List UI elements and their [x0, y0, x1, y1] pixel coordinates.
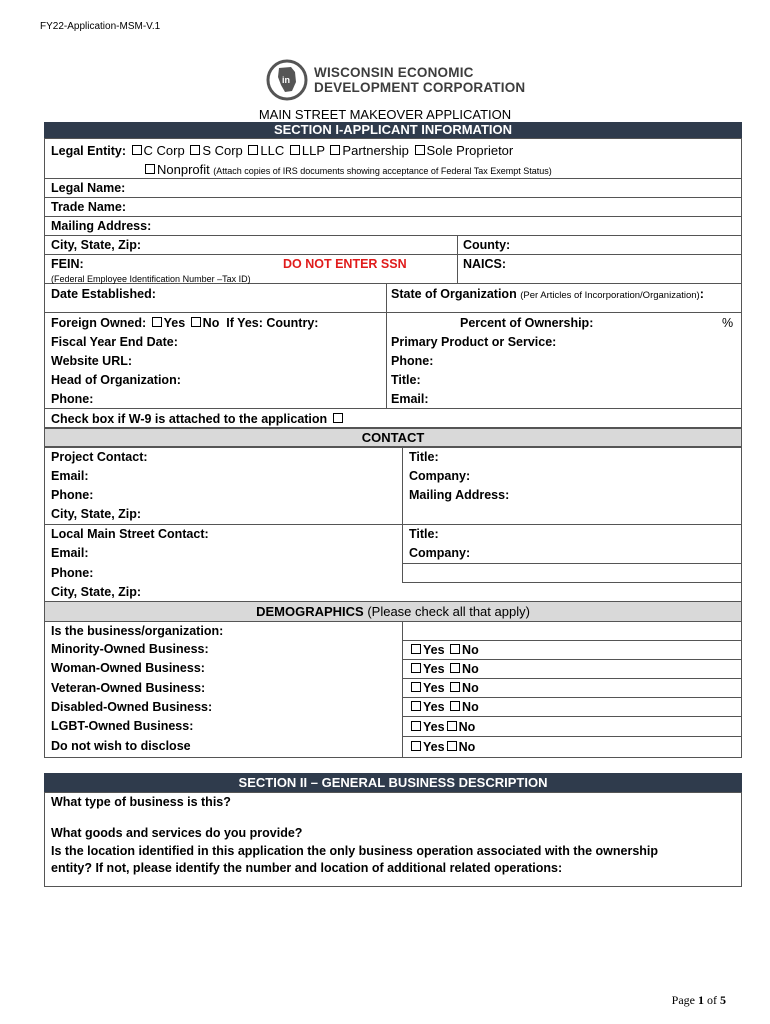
- disclose-yes-label: Yes: [423, 740, 445, 754]
- logo-badge: in: [282, 75, 290, 85]
- veteran-owned-options: [409, 681, 479, 696]
- woman-owned-options: [409, 662, 479, 677]
- state-of-organization-colon: :: [699, 287, 704, 301]
- head-title-label[interactable]: Title:: [391, 373, 421, 387]
- nonprofit-note: (Attach copies of IRS documents showing acceptance of Federal Tax Exempt Status): [213, 166, 552, 176]
- nonprofit-checkbox[interactable]: [145, 164, 155, 174]
- foreign-owned-yes-label: Yes: [163, 316, 186, 330]
- trade-name-label[interactable]: Trade Name:: [51, 200, 127, 214]
- disabled-no-label: No: [462, 700, 479, 714]
- page-total: 5: [720, 993, 726, 1007]
- fein-label[interactable]: FEIN:: [51, 257, 84, 271]
- local-contact-phone-label[interactable]: Phone:: [51, 566, 94, 580]
- county-label[interactable]: County:: [463, 238, 511, 252]
- s-corp-checkbox[interactable]: [190, 145, 200, 155]
- disabled-owned-options: [409, 700, 479, 715]
- head-email-label[interactable]: Email:: [391, 392, 429, 406]
- contact-heading: CONTACT: [44, 428, 742, 447]
- sole-proprietor-checkbox[interactable]: [415, 145, 425, 155]
- date-established-label[interactable]: Date Established:: [51, 287, 156, 301]
- foreign-owned-no-checkbox[interactable]: [191, 317, 201, 327]
- logo-wordmark: [314, 65, 525, 95]
- demographics-question: Is the business/organization:: [51, 624, 224, 638]
- disabled-yes-label: Yes: [423, 700, 445, 714]
- c-corp-checkbox[interactable]: [132, 145, 142, 155]
- page-title: MAIN STREET MAKEOVER APPLICATION: [258, 107, 512, 122]
- location-question-line2[interactable]: entity? If not, please identify the number and location of additional related operations:: [51, 861, 563, 875]
- local-contact-title-label[interactable]: Title:: [409, 527, 439, 541]
- disabled-no-checkbox[interactable]: [450, 701, 460, 711]
- business-type-question[interactable]: What type of business is this?: [51, 795, 231, 809]
- lgbt-yes-checkbox[interactable]: [411, 721, 421, 731]
- fiscal-year-label[interactable]: Fiscal Year End Date:: [51, 335, 178, 349]
- goods-services-question[interactable]: What goods and services do you provide?: [51, 826, 303, 840]
- project-contact-phone-label[interactable]: Phone:: [51, 488, 94, 502]
- woman-no-checkbox[interactable]: [450, 663, 460, 673]
- demographics-note: (Please check all that apply): [367, 604, 530, 619]
- w9-label: Check box if W-9 is attached to the application: [51, 412, 328, 426]
- project-contact-title-label[interactable]: Title:: [409, 450, 439, 464]
- lgbt-no-checkbox[interactable]: [447, 721, 457, 731]
- veteran-owned-label: Veteran-Owned Business:: [51, 681, 206, 695]
- project-contact-email-label[interactable]: Email:: [51, 469, 89, 483]
- minority-yes-label: Yes: [423, 643, 445, 657]
- org-phone-label[interactable]: Phone:: [391, 354, 434, 368]
- nonprofit-row: [143, 162, 552, 179]
- local-contact-label[interactable]: Local Main Street Contact:: [51, 527, 209, 541]
- w9-row: [51, 412, 345, 427]
- local-contact-company-label[interactable]: Company:: [409, 546, 471, 560]
- partnership-checkbox[interactable]: [330, 145, 340, 155]
- foreign-owned-label: Foreign Owned:: [51, 316, 147, 330]
- document-id: FY22-Application-MSM-V.1: [40, 21, 161, 32]
- lgbt-no-label: No: [458, 720, 476, 734]
- page-word: Page: [671, 993, 695, 1007]
- woman-no-label: No: [462, 662, 479, 676]
- demographics-title: DEMOGRAPHICS: [256, 604, 364, 619]
- veteran-no-checkbox[interactable]: [450, 682, 460, 692]
- logo-line-1: WISCONSIN ECONOMIC: [314, 65, 474, 80]
- city-state-zip-label[interactable]: City, State, Zip:: [51, 238, 142, 252]
- woman-owned-label: Woman-Owned Business:: [51, 661, 205, 675]
- legal-entity-label: Legal Entity:: [51, 144, 127, 158]
- disclose-no-checkbox[interactable]: [447, 741, 457, 751]
- country-label: If Yes: Country:: [226, 316, 319, 330]
- logo-line-2: DEVELOPMENT CORPORATION: [314, 80, 526, 95]
- page-number: [672, 993, 726, 1008]
- do-not-disclose-label: Do not wish to disclose: [51, 739, 191, 753]
- head-of-org-label[interactable]: Head of Organization:: [51, 373, 181, 387]
- local-contact-email-label[interactable]: Email:: [51, 546, 89, 560]
- partnership-label: Partnership: [342, 143, 409, 158]
- foreign-owned-no-label: No: [202, 316, 220, 330]
- page-current: 1: [698, 993, 704, 1007]
- llc-checkbox[interactable]: [248, 145, 258, 155]
- fein-note: (Federal Employee Identification Number –Tax ID): [51, 274, 251, 284]
- minority-no-label: No: [462, 643, 479, 657]
- local-contact-city-label[interactable]: City, State, Zip:: [51, 585, 142, 599]
- website-label[interactable]: Website URL:: [51, 354, 133, 368]
- minority-owned-label: Minority-Owned Business:: [51, 642, 209, 656]
- llc-label: LLC: [260, 143, 285, 158]
- lgbt-owned-options: [409, 720, 475, 735]
- do-not-disclose-options: [409, 740, 475, 755]
- minority-owned-options: [409, 643, 479, 658]
- nonprofit-label: Nonprofit: [157, 162, 210, 177]
- primary-product-label[interactable]: Primary Product or Service:: [391, 335, 557, 349]
- project-contact-company-label[interactable]: Company:: [409, 469, 471, 483]
- head-phone-label[interactable]: Phone:: [51, 392, 94, 406]
- disclose-no-label: No: [458, 740, 476, 754]
- disabled-owned-label: Disabled-Owned Business:: [51, 700, 213, 714]
- woman-yes-label: Yes: [423, 662, 445, 676]
- llp-label: LLP: [301, 143, 325, 158]
- lgbt-yes-label: Yes: [423, 720, 445, 734]
- legal-name-label[interactable]: Legal Name:: [51, 181, 126, 195]
- page-of: of: [707, 993, 717, 1007]
- woman-yes-checkbox[interactable]: [411, 663, 421, 673]
- foreign-owned-row: [51, 316, 318, 331]
- do-not-enter-ssn-warning: DO NOT ENTER SSN: [283, 257, 407, 271]
- location-question-line1[interactable]: Is the location identified in this application the only business operation associated with the ownership: [51, 844, 659, 858]
- sole-proprietor-label: Sole Proprietor: [426, 143, 514, 158]
- project-contact-label[interactable]: Project Contact:: [51, 450, 148, 464]
- section2-heading: SECTION II – GENERAL BUSINESS DESCRIPTION: [44, 773, 742, 792]
- disclose-yes-checkbox[interactable]: [411, 741, 421, 751]
- state-of-organization-row[interactable]: [391, 287, 704, 303]
- state-of-organization-note: (Per Articles of Incorporation/Organization): [520, 290, 700, 301]
- legal-entity-row: [51, 143, 513, 159]
- percent-sign: %: [722, 316, 734, 330]
- demographics-heading: [44, 601, 742, 622]
- s-corp-label: S Corp: [202, 143, 243, 158]
- veteran-no-label: No: [462, 681, 479, 695]
- w9-checkbox[interactable]: [333, 413, 343, 423]
- veteran-yes-checkbox[interactable]: [411, 682, 421, 692]
- percent-ownership-label[interactable]: Percent of Ownership:: [460, 316, 594, 330]
- mailing-address-label[interactable]: Mailing Address:: [51, 219, 152, 233]
- foreign-owned-yes-checkbox[interactable]: [152, 317, 162, 327]
- c-corp-label: C Corp: [143, 143, 185, 158]
- disabled-yes-checkbox[interactable]: [411, 701, 421, 711]
- veteran-yes-label: Yes: [423, 681, 445, 695]
- naics-label[interactable]: NAICS:: [463, 257, 507, 271]
- section1-heading: SECTION I-APPLICANT INFORMATION: [44, 122, 742, 138]
- minority-yes-checkbox[interactable]: [411, 644, 421, 654]
- project-contact-city-label[interactable]: City, State, Zip:: [51, 507, 142, 521]
- project-contact-mailing-label[interactable]: Mailing Address:: [409, 488, 510, 502]
- llp-checkbox[interactable]: [290, 145, 300, 155]
- lgbt-owned-label: LGBT-Owned Business:: [51, 719, 194, 733]
- minority-no-checkbox[interactable]: [450, 644, 460, 654]
- state-of-organization-label: State of Organization: [391, 287, 517, 301]
